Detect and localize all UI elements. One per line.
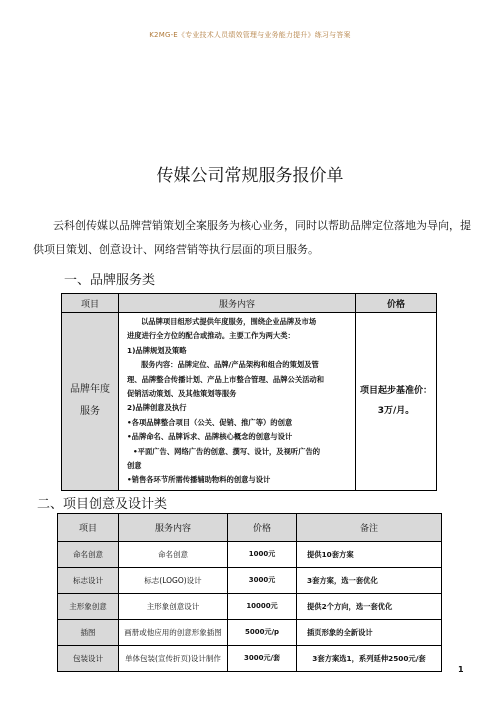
header-note: 备注	[297, 514, 442, 542]
row-note: 3套方案选1，系列延伸2500元/套	[297, 646, 442, 672]
content-line: 理、品牌整合传播计划、产品上市整合管理、品牌公关活动和	[127, 374, 325, 384]
page-number: 1	[458, 665, 464, 674]
row-note: 提供2个方向，选一套优化	[297, 594, 442, 620]
header-item: 项目	[58, 514, 119, 542]
table-header-row	[58, 514, 442, 542]
intro-paragraph: 云科创传媒以品牌营销策划全案服务为核心业务，同时以帮助品牌定位落地为导向，提供项目策划、创意设计、网络营销等执行层面的项目服务。	[33, 219, 471, 256]
row-item: 主形象创意	[58, 594, 119, 620]
row-service: 单体包装(宣传折页)设计制作	[119, 646, 228, 672]
row-price: 10000元	[228, 594, 297, 620]
row-service: 标志(LOGO)设计	[119, 568, 228, 594]
row-price: 3000元/套	[228, 646, 297, 672]
content-line: •平面广告、网络广告的创意、撰写、设计，及视听广告的	[133, 446, 321, 456]
row-service: 命名创意	[119, 542, 228, 568]
row-item: 命名创意	[58, 542, 119, 568]
table-row	[58, 542, 442, 568]
header-item: 项目	[62, 294, 119, 313]
table-row	[58, 620, 442, 646]
table-header-row	[62, 294, 437, 313]
category-label: 品牌年度服务	[70, 384, 110, 418]
price-label: 项目起步基准价：3万/月。	[360, 386, 433, 417]
section-2-heading: 二、项目创意及设计类	[37, 497, 168, 512]
header-service: 服务内容	[119, 514, 228, 542]
content-line: 服务内容：品牌定位、品牌/产品架构和组合的策划及管	[141, 360, 319, 370]
content-line: 创意	[127, 461, 142, 471]
section-1-heading: 一、品牌服务类	[64, 273, 156, 288]
brand-service-table	[61, 293, 437, 491]
table-row	[58, 646, 442, 672]
content-line: 2)品牌创意及执行	[127, 403, 187, 413]
content-line: •品牌命名、品牌诉求、品牌核心概念的创意与设计	[127, 432, 293, 442]
row-price: 5000元/p	[228, 620, 297, 646]
row-category	[62, 313, 119, 491]
header-service: 服务内容	[119, 294, 356, 313]
table-row	[58, 568, 442, 594]
header-price: 价格	[228, 514, 297, 542]
content-line: 促销活动策划、及其他策划等服务	[127, 389, 237, 399]
page-header: K2MG-E《专业技术人员绩效管理与业务能力提升》练习与答案	[149, 31, 351, 39]
content-line: 以品牌项目组形式提供年度服务，围绕企业品牌及市场	[141, 317, 317, 326]
page-title: 传媒公司常规服务报价单	[156, 166, 344, 186]
row-note: 提供10套方案	[297, 542, 442, 568]
row-item: 插图	[58, 620, 119, 646]
design-service-table	[57, 513, 442, 672]
row-note: 插页形象的全新设计	[297, 620, 442, 646]
row-service: 画册或他应用的创意形象插图	[119, 620, 228, 646]
row-service: 主形象创意设计	[119, 594, 228, 620]
row-price	[356, 313, 437, 491]
content-line: •各项品牌整合项目（公关、促销、推广等）的创意	[127, 417, 293, 427]
row-item: 标志设计	[58, 568, 119, 594]
row-item: 包装设计	[58, 646, 119, 672]
table-row	[62, 313, 437, 491]
content-line: •销售各环节所需传播辅助物料的创意与设计	[127, 475, 271, 485]
row-content	[119, 313, 356, 491]
header-price: 价格	[356, 294, 437, 313]
row-price: 3000元	[228, 568, 297, 594]
row-price: 1000元	[228, 542, 297, 568]
table-row	[58, 594, 442, 620]
row-note: 3套方案，选一套优化	[297, 568, 442, 594]
content-line: 1)品牌规划及策略	[127, 345, 187, 355]
content-line: 进度进行全方位的配合或推动。主要工作为两大类：	[127, 331, 295, 341]
